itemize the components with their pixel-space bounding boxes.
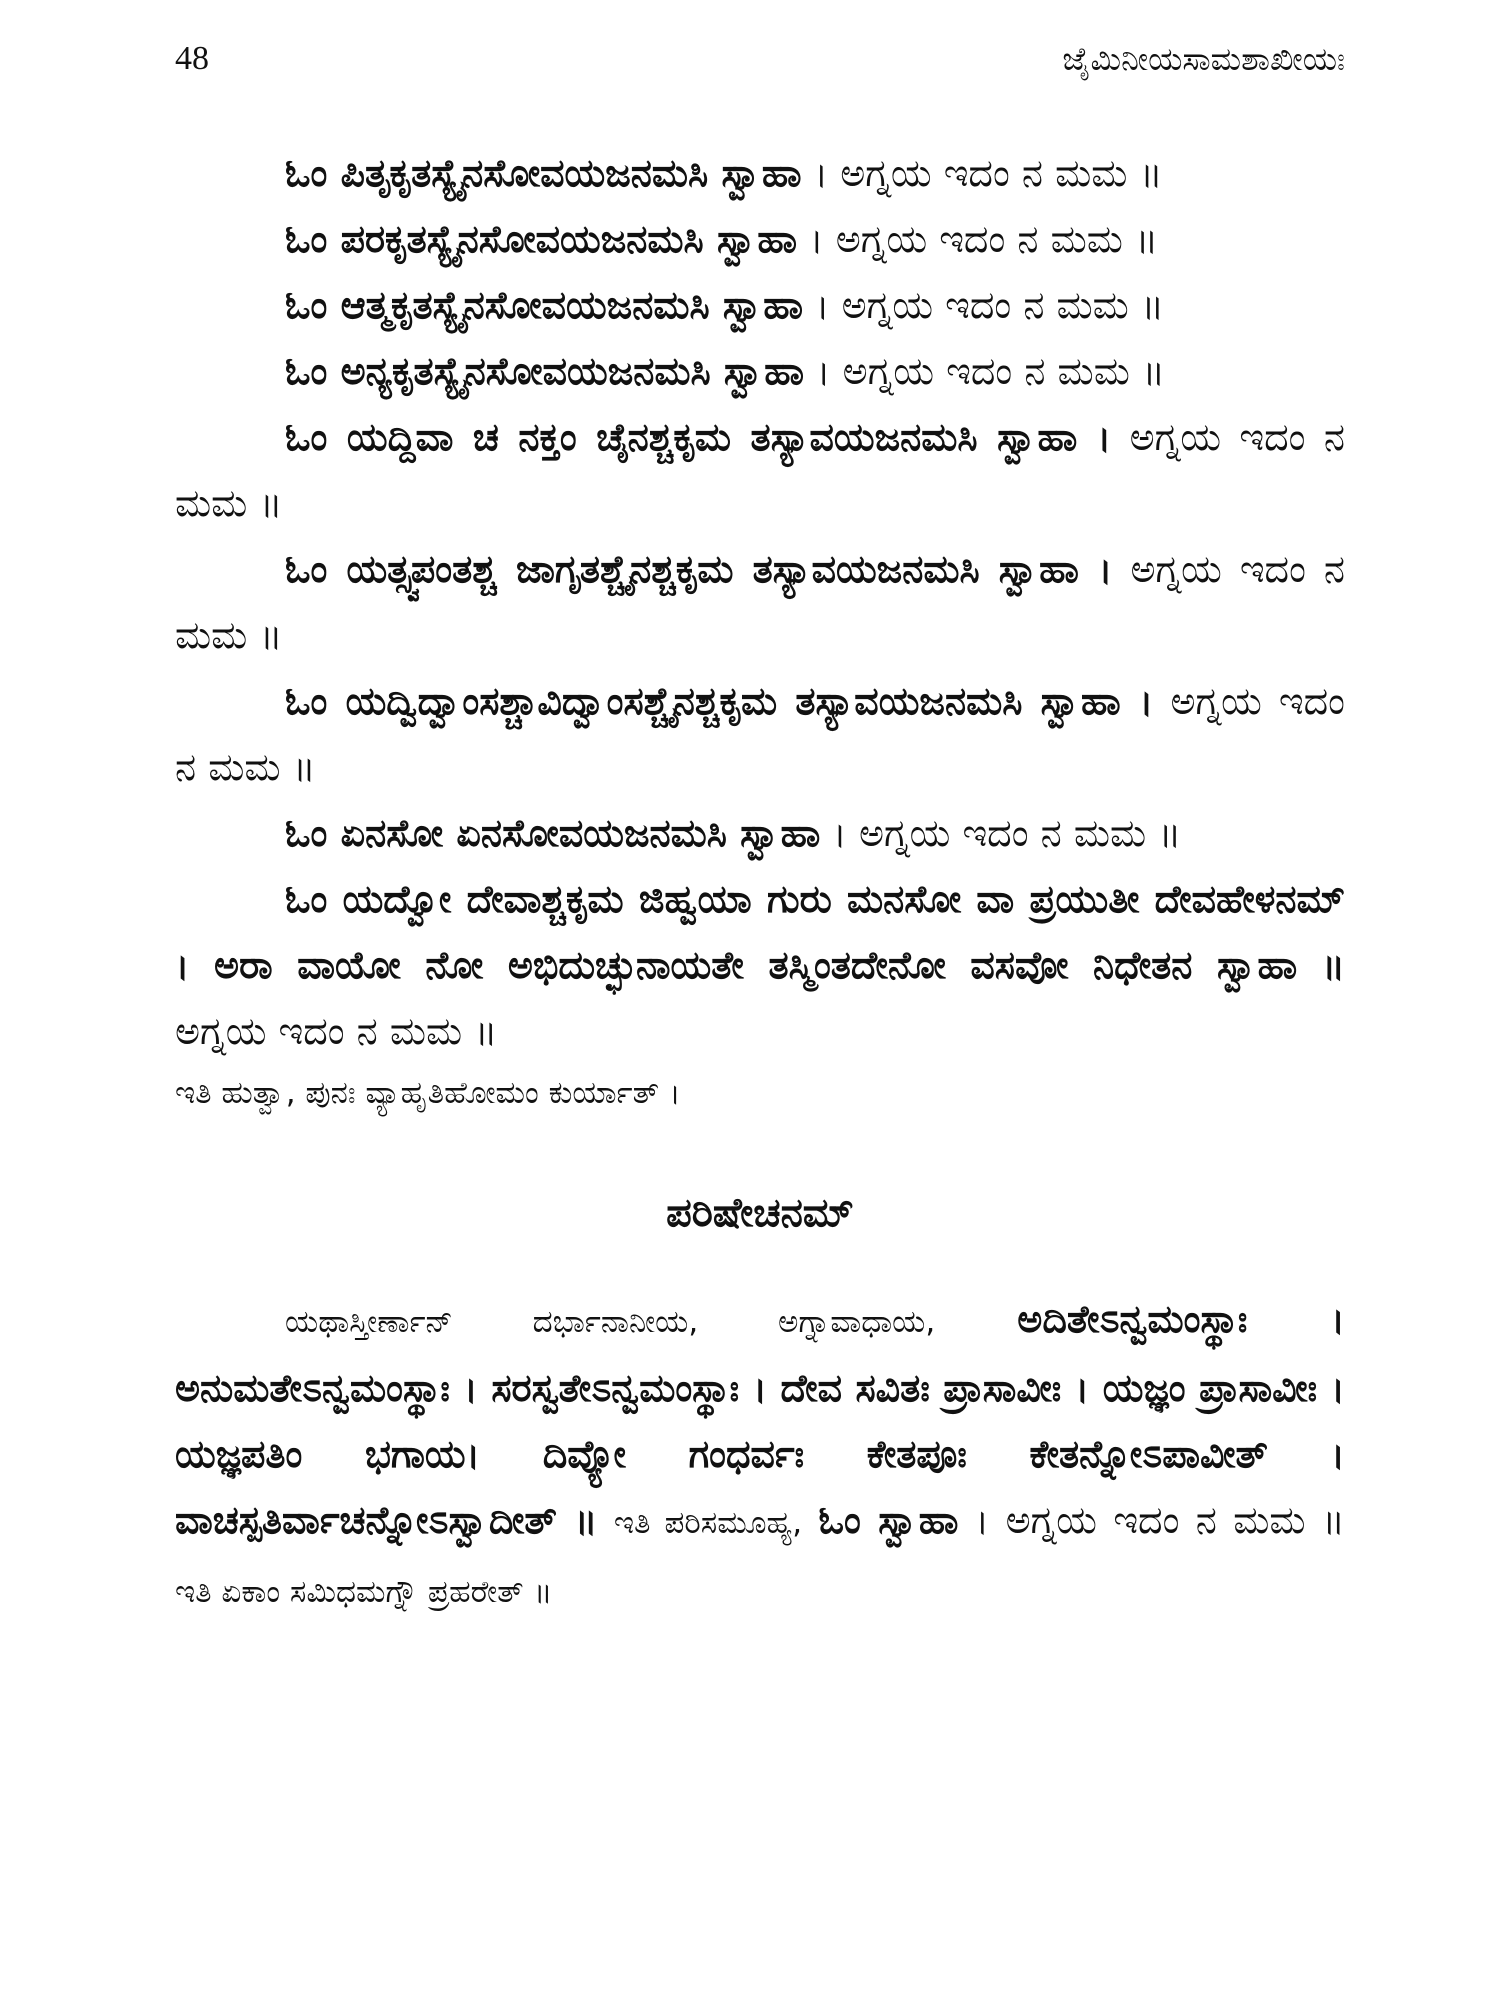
mantra-paragraph (175, 272, 1345, 338)
mantra-paragraph (175, 668, 1345, 800)
section-heading: ಪರಿಷೇಚನಮ್ (666, 1190, 854, 1236)
note-text: ಇತಿ ಏಕಾಂ ಸಮಿಧಮಗ್ನೌ ಪ್ರಹರೇತ್ ॥ (175, 1574, 553, 1610)
offering-text: । ಅಗ್ನಯ ಇದಂ ನ ಮಮ ॥ (816, 349, 1166, 393)
mantra-text: ಓಂ ಯದ್ವಿದ್ವಾಂಸಶ್ಚಾವಿದ್ವಾಂಸಶ್ಚೈನಶ್ಚಕೃಮ ತಸ್ಯಾವಯಜನಮಸಿ ಸ್ವಾಹಾ । (285, 679, 1154, 723)
intro-text: ಯಥಾಸ್ತೀರ್ಣಾನ್ ದರ್ಭಾನಾನೀಯ, ಅಗ್ನಾವಾಧಾಯ, (285, 1304, 936, 1340)
page-header (0, 40, 1500, 100)
offering-text: । ಅಗ್ನಯ ಇದಂ ನ ಮಮ ॥ (974, 1498, 1345, 1542)
mantra-text: ಅದಿತೇಽನ್ವಮಂಸ್ಥಾಃ । ಅನುಮತೇಽನ್ವಮಂಸ್ಥಾಃ । ಸರಸ್ವತೇಽನ್ವಮಂಸ್ಥಾಃ । ದೇವ ಸವಿತಃ ಪ್ರಾಸಾವೀಃ । ಯಜ್ಞಂ ಪ್ರಾಸಾವೀಃ । ಯಜ್ಞಪತಿಂ ಭಗಾಯ। ದಿವ್ಯೋ ಗಂಧರ್ವಃ ಕೇತಪೂಃ ಕೇತನ್ನೋಽಪಾವೀತ್ । ವಾಚಸ್ಪತಿರ್ವಾಚನ್ನೋಽಸ್ವಾದೀತ್ ॥ (175, 1297, 1345, 1542)
offering-text: ಅಗ್ನಯ ಇದಂ ನ ಮಮ ॥ (175, 547, 1345, 657)
offering-text: । ಅಗ್ನಯ ಇದಂ ನ ಮಮ ॥ (815, 283, 1165, 327)
mantra-text: ಓಂ ಪರಕೃತಸ್ಯೈನಸೋವಯಜನಮಸಿ ಸ್ವಾಹಾ (285, 217, 798, 261)
offering-text: । ಅಗ್ನಯ ಇದಂ ನ ಮಮ ॥ (832, 811, 1182, 855)
offering-text: । ಅಗ್ನಯ ಇದಂ ನ ಮಮ ॥ (813, 151, 1163, 195)
mantra-text: ಓಂ ಸ್ವಾಹಾ (818, 1498, 959, 1542)
mantra-paragraph (175, 536, 1345, 668)
running-title: ಜೈಮಿನೀಯಸಾಮಶಾಖೀಯಃ (1062, 40, 1345, 78)
offering-text: ಅಗ್ನಯ ಇದಂ ನ ಮಮ ॥ (175, 415, 1345, 525)
mantra-text: ಓಂ ಆತ್ಮಕೃತಸ್ಯೈನಸೋವಯಜನಮಸಿ ಸ್ವಾಹಾ (285, 283, 804, 327)
mantra-text: ಓಂ ಪಿತೃಕೃತಸ್ಯೈನಸೋವಯಜನಮಸಿ ಸ್ವಾಹಾ (285, 151, 802, 195)
mantra-paragraph (175, 404, 1345, 536)
mantra-text: ಓಂ ಯತ್ಸ್ವಪಂತಶ್ಚ ಜಾಗೃತಶ್ಚೈನಶ್ಚಕೃಮ ತಸ್ಯಾವಯಜನಮಸಿ ಸ್ವಾಹಾ । (285, 547, 1113, 591)
mantra-paragraph (175, 338, 1345, 404)
mantra-text: ಓಂ ಯದ್ವೋ ದೇವಾಶ್ಚಕೃಮ ಜಿಹ್ವಯಾ ಗುರು ಮನಸೋ ವಾ ಪ್ರಯುತೀ ದೇವಹೇಳನಮ್ । ಅರಾ ವಾಯೋ ನೋ ಅಭಿದುಚ್ಛುನಾಯತೇ ತಸ್ಮಿಂತದೇನೋ ವಸವೋ ನಿಧೇತನ ಸ್ವಾಹಾ ॥ (175, 877, 1345, 987)
offering-text: ಅಗ್ನಯ ಇದಂ ನ ಮಮ ॥ (175, 679, 1345, 789)
mantra-paragraph (175, 800, 1345, 866)
page-number: 48 (175, 40, 209, 77)
mantra-text: ಓಂ ಅನ್ಯಕೃತಸ್ಯೈನಸೋವಯಜನಮಸಿ ಸ್ವಾಹಾ (285, 349, 805, 393)
mantra-paragraph (175, 206, 1345, 272)
mantra-paragraph (175, 866, 1345, 1064)
section-paragraph (175, 1286, 1345, 1625)
mantra-text: ಓಂ ಏನಸೋ ಏನಸೋವಯಜನಮಸಿ ಸ್ವಾಹಾ (285, 811, 821, 855)
instruction-note: ಇತಿ ಹುತ್ವಾ, ಪುನಃ ವ್ಯಾಹೃತಿಹೋಮಂ ಕುರ್ಯಾತ್ । (175, 1075, 681, 1111)
offering-text: । ಅಗ್ನಯ ಇದಂ ನ ಮಮ ॥ (809, 217, 1159, 261)
mantra-paragraph (175, 140, 1345, 206)
mantra-text: ಓಂ ಯದ್ದಿವಾ ಚ ನಕ್ತಂ ಚೈನಶ್ಚಕೃಮ ತಸ್ಯಾವಯಜನಮಸಿ ಸ್ವಾಹಾ । (285, 415, 1112, 459)
note-text: ಇತಿ ಪರಿಸಮೂಹ್ಯ, (613, 1505, 803, 1541)
offering-text: ಅಗ್ನಯ ಇದಂ ನ ಮಮ ॥ (175, 1009, 498, 1053)
page-body (175, 140, 1345, 1625)
